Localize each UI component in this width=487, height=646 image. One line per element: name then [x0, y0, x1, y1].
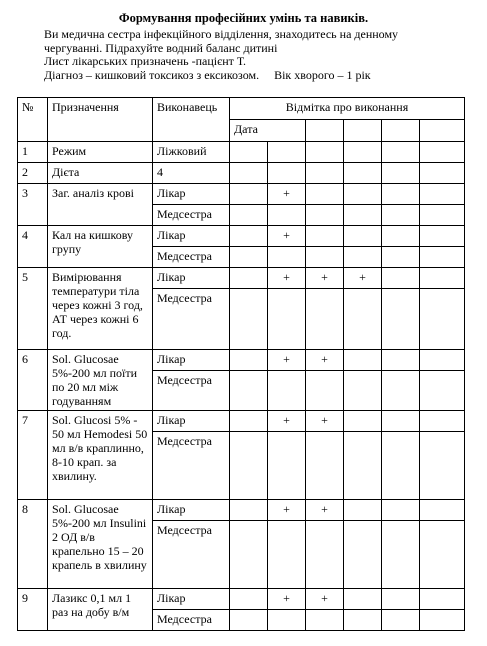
mark-cell: + — [306, 350, 344, 371]
date-cell — [420, 120, 465, 142]
prescription-table — [17, 97, 465, 631]
performer-doctor: Лікар — [153, 589, 230, 610]
performer-nurse: Медсестра — [153, 521, 230, 589]
page-title: Формування професійних умінь та навиків. — [118, 11, 369, 25]
mark-cell: + — [344, 268, 382, 289]
row-order: Sol. Glucosi 5% - 50 мл Hemodesi 50 мл в/в краплинно, 8-10 крап. за хвилину. — [48, 411, 153, 500]
intro-line: Лист лікарських призначень -пацієнт Т. — [44, 54, 247, 68]
mark-cell: + — [268, 589, 306, 610]
performer-nurse: Медсестра — [153, 205, 230, 226]
row-order: Sol. Glucosae 5%-200 мл поїти по 20 мл між годуванням — [48, 350, 153, 411]
mark-cell: + — [268, 268, 306, 289]
row-order: Кал на кишкову групу — [48, 226, 153, 268]
performer-doctor: Лікар — [153, 411, 230, 432]
table-row — [18, 268, 465, 289]
mark-cell: + — [306, 500, 344, 521]
task-description — [44, 28, 444, 82]
row-number: 1 — [18, 142, 48, 163]
row-order: Лазикс 0,1 мл 1 раз на добу в/м — [48, 589, 153, 631]
header-date: Дата — [230, 120, 306, 142]
date-cell — [344, 120, 382, 142]
performer-nurse: Медсестра — [153, 247, 230, 268]
header-mark: Відмітка про виконання — [230, 98, 465, 120]
row-order: Дієта — [48, 163, 153, 184]
date-cell — [382, 120, 420, 142]
mark-cell: + — [268, 350, 306, 371]
mark-cell: + — [268, 411, 306, 432]
row-order: Заг. аналіз крові — [48, 184, 153, 226]
mark-cell: + — [268, 226, 306, 247]
intro-line: Ви медична сестра інфекційного відділення, знаходитесь на денному — [44, 27, 399, 41]
row-order: Sol. Glucosae 5%-200 мл Insulini 2 ОД в/в крапельно 15 – 20 крапель в хвилину — [48, 500, 153, 589]
table-row — [18, 163, 465, 184]
table-header-row — [18, 98, 465, 120]
row-order: Вимірювання температури тіла через кожні 3 год, АТ через кожні 6 год. — [48, 268, 153, 350]
header-number: № — [18, 98, 48, 142]
intro-line: чергуванні. Підрахуйте водний баланс дитині — [44, 40, 278, 55]
row-number: 5 — [18, 268, 48, 350]
table-row — [18, 500, 465, 521]
row-number: 3 — [18, 184, 48, 226]
mark-cell: + — [306, 589, 344, 610]
performer-nurse: Медсестра — [153, 610, 230, 631]
row-value: 4 — [153, 163, 230, 184]
intro-line: Діагноз – кишковий токсикоз з ексикозом. Вік хворого – 1 рік — [44, 67, 371, 82]
performer-doctor: Лікар — [153, 268, 230, 289]
mark-cell: + — [306, 268, 344, 289]
header-performer: Виконавець — [153, 98, 230, 142]
table-row — [18, 411, 465, 432]
table-row — [18, 226, 465, 247]
performer-doctor: Лікар — [153, 226, 230, 247]
row-number: 4 — [18, 226, 48, 268]
performer-doctor: Лікар — [153, 500, 230, 521]
performer-doctor: Лікар — [153, 184, 230, 205]
row-number: 6 — [18, 350, 48, 411]
performer-nurse: Медсестра — [153, 432, 230, 500]
row-value: Ліжковий — [153, 142, 230, 163]
row-number: 2 — [18, 163, 48, 184]
table-row — [18, 589, 465, 610]
date-cell — [306, 120, 344, 142]
table-row — [18, 184, 465, 205]
row-number: 8 — [18, 500, 48, 589]
row-order: Режим — [48, 142, 153, 163]
performer-doctor: Лікар — [153, 350, 230, 371]
table-row — [18, 142, 465, 163]
mark-cell: + — [268, 500, 306, 521]
header-order: Призначення — [48, 98, 153, 142]
performer-nurse: Медсестра — [153, 371, 230, 411]
row-number: 9 — [18, 589, 48, 631]
performer-nurse: Медсестра — [153, 289, 230, 350]
mark-cell: + — [306, 411, 344, 432]
mark-cell: + — [268, 184, 306, 205]
row-number: 7 — [18, 411, 48, 500]
table-row — [18, 350, 465, 371]
